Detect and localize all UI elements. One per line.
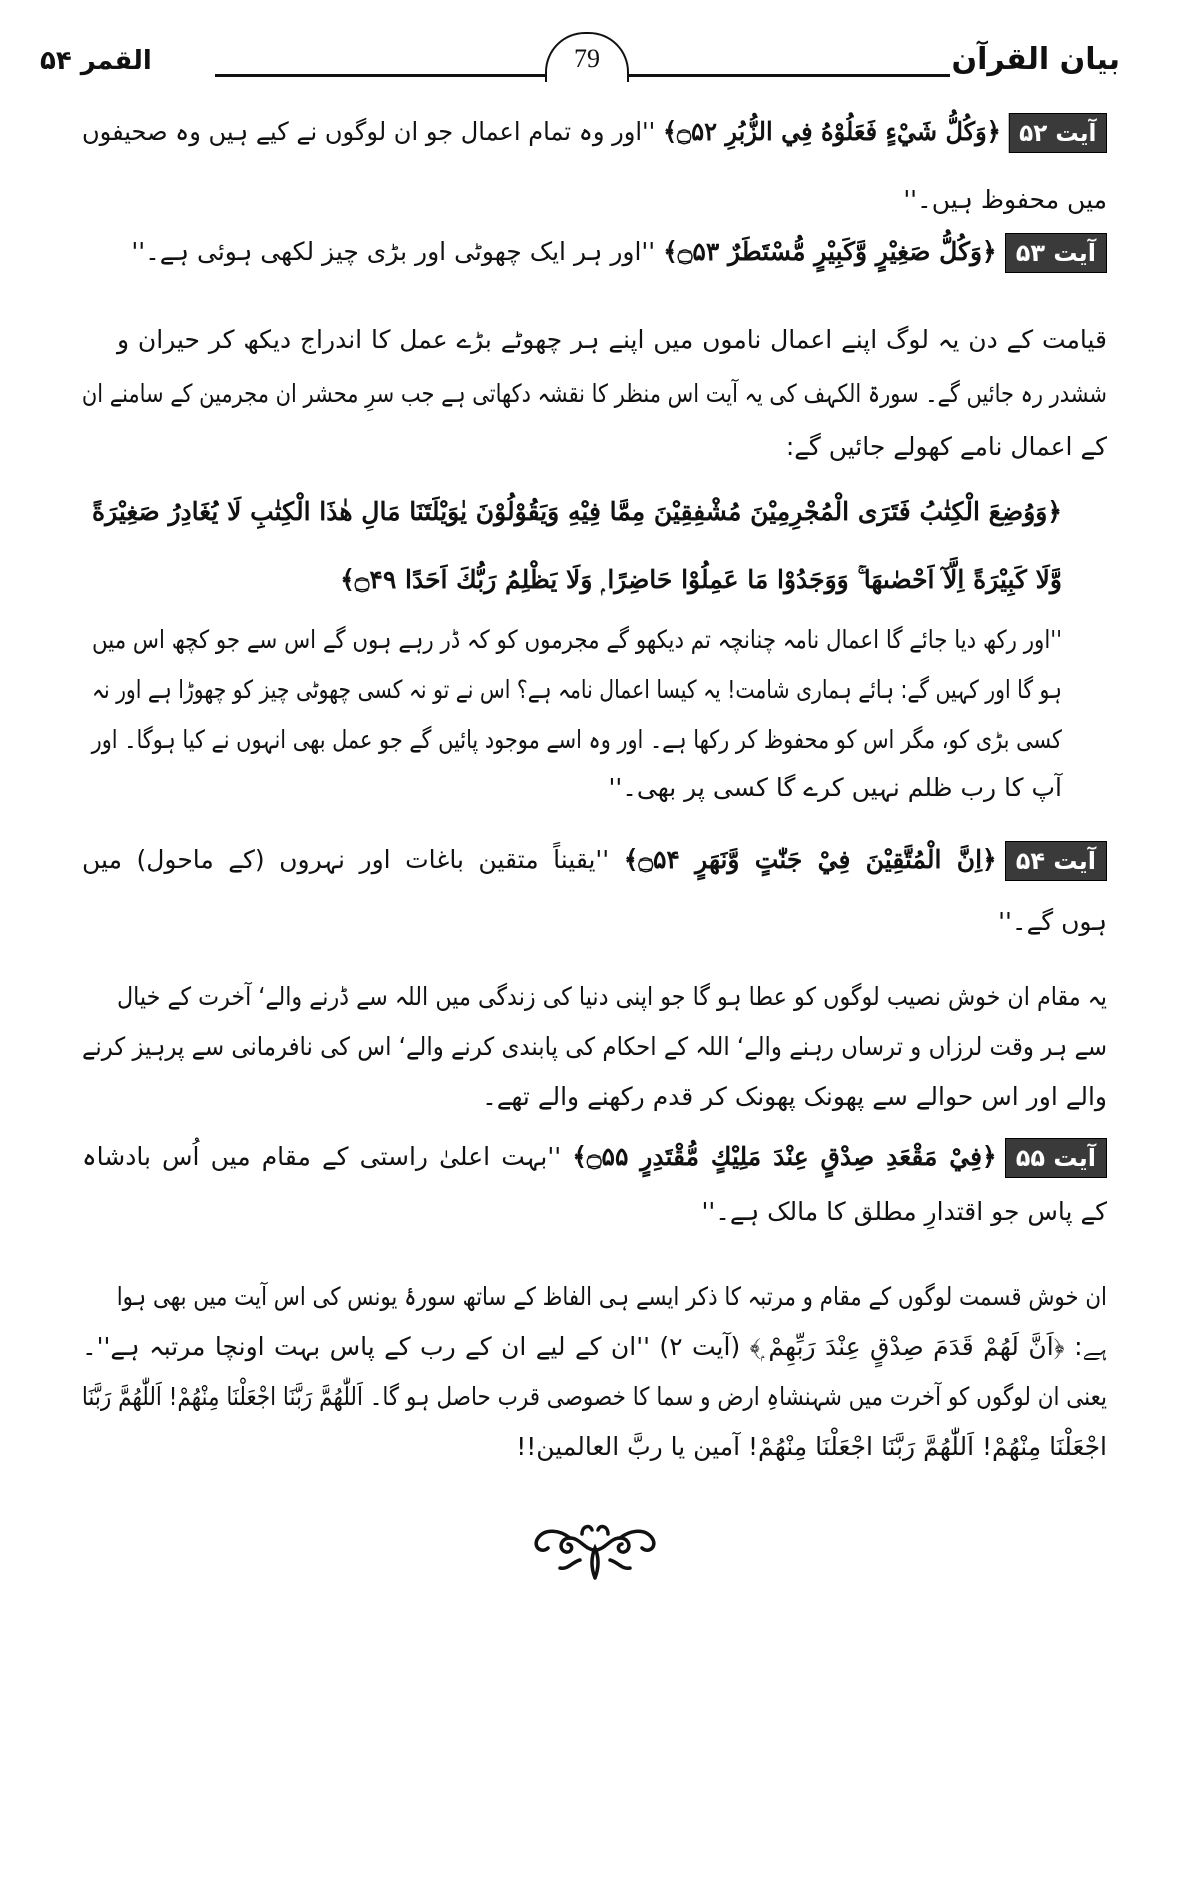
ayah-arabic: ﴿فِيْ مَقْعَدِ صِدْقٍ عِنْدَ مَلِيْكٍ مُّقْتَدِرٍ ۝۵۵﴾ (572, 1142, 997, 1171)
quote-arabic-line: وَّلَا كَبِيْرَةً اِلَّآ اَحْصٰىهَا ۚ وَوَجَدُوْا مَا عَمِلُوْا حَاضِرًا ۭ وَلَا يَظْلِمُ رَبُّكَ اَحَدًا ۝۴۹﴾ (340, 565, 1062, 594)
ayah-translation: ''اور وہ تمام اعمال جو ان لوگوں نے کیے ہیں وہ صحیفوں (82, 117, 656, 146)
ayah-arabic: ﴿اِنَّ الْمُتَّقِيْنَ فِيْ جَنّٰتٍ وَّنَهَرٍ ۝۵۴﴾ (623, 845, 997, 874)
para3-line: ان خوش قسمت لوگوں کے مقام و مرتبہ کا ذکر ایسے ہی الفاظ کے ساتھ سورۂ یونس کی اس آیت میں بھی ہوا (116, 1282, 1107, 1311)
ayah-54-translation-cont: ہوں گے۔'' (998, 907, 1107, 936)
para1-line: کے اعمال نامے کھولے جائیں گے: (785, 432, 1107, 461)
ayah-52-line (82, 110, 1107, 154)
quote-translation-line: آپ کا رب ظلم نہیں کرے گا کسی پر بھی۔'' (608, 773, 1062, 802)
ayah-badge: آیت ۵۲ (1009, 113, 1107, 153)
quote-translation-line: ہو گا اور کہیں گے: ہائے ہماری شامت! یہ کیسا اعمال نامہ ہے؟ اس نے تو نہ کسی چھوٹی چیز کو چھوڑا ہے اور نہ (92, 675, 1062, 704)
quote-translation-line: ''اور رکھ دیا جائے گا اعمال نامہ چنانچہ تم دیکھو گے مجرموں کو کہ ڈر رہے ہوں گے اس سے جو کچھ اس میں (92, 625, 1062, 654)
ayah-55-translation-cont: کے پاس جو اقتدارِ مطلق کا مالک ہے۔'' (701, 1197, 1107, 1226)
running-header (40, 38, 1120, 88)
para1-line: ششدر رہ جائیں گے۔ سورۃ الکہف کی یہ آیت اس منظر کا نقشہ دکھاتی ہے جب سرِ محشر ان مجرمین کے سامنے ان (81, 379, 1108, 408)
ayah-badge: آیت ۵۴ (1005, 841, 1107, 881)
ayah-translation: ''یقیناً متقین باغات اور نہروں (کے ماحول) میں (82, 845, 610, 874)
quote-arabic-line: ﴿وَوُضِعَ الْكِتٰبُ فَتَرَى الْمُجْرِمِيْنَ مُشْفِقِيْنَ مِمَّا فِيْهِ وَيَقُوْلُوْنَ يٰوَيْلَتَنَا مَالِ هٰذَا الْكِتٰبِ لَا يُغَادِرُ صَغِيْرَةً (92, 497, 1062, 526)
ayah-badge: آیت ۵۵ (1005, 1138, 1107, 1178)
ayah-badge: آیت ۵۳ (1005, 233, 1107, 273)
para1-line: قیامت کے دن یہ لوگ اپنے اعمال ناموں میں اپنے ہر چھوٹے بڑے عمل کا اندراج دیکھ کر حیران و (117, 325, 1107, 354)
ayah-arabic: ﴿وَكُلُّ شَيْءٍ فَعَلُوْهُ فِي الزُّبُرِ ۝۵۲﴾ (662, 117, 1001, 146)
ayah-54-line (82, 838, 1107, 882)
para3-line: ہے: ﴿اَنَّ لَهُمْ قَدَمَ صِدْقٍ عِنْدَ رَبِّهِمْ ۭ﴾ (آیت ۲) ''ان کے لیے ان کے رب کے پاس بہت اونچا مرتبہ ہے''۔ (82, 1332, 1108, 1361)
ayah-translation: ''بہت اعلیٰ راستی کے مقام میں اُس بادشاہ (82, 1142, 562, 1171)
ayah-55-line (82, 1135, 1107, 1179)
para2-line: والے اور اس حوالے سے پھونک پھونک کر قدم رکھنے والے تھے۔ (482, 1082, 1107, 1111)
quote-translation-line: کسی بڑی کو، مگر اس کو محفوظ کر رکھا ہے۔ اور وہ اسے موجود پائیں گے جو عمل بھی انہوں نے کیا ہوگا۔ اور (91, 725, 1062, 754)
ornament-icon (530, 1520, 660, 1580)
ayah-arabic: ﴿وَكُلُّ صَغِيْرٍ وَّكَبِيْرٍ مُّسْتَطَرٌ ۝۵۳﴾ (663, 237, 997, 266)
surah-name: القمر ۵۴ (40, 46, 152, 76)
page-number: 79 (545, 32, 629, 82)
book-title: بیان القرآن (951, 42, 1120, 77)
ayah-52-translation-cont: میں محفوظ ہیں۔'' (903, 185, 1107, 214)
ayah-53-line (82, 230, 1107, 274)
para3-line: یعنی ان لوگوں کو آخرت میں شہنشاہِ ارض و سما کا خصوصی قرب حاصل ہو گا۔ اَللّٰهُمَّ رَبَّنَا اجْعَلْنَا مِنْهُمْ! اَللّٰهُمَّ رَبَّنَا (81, 1382, 1108, 1411)
para3-line: اجْعَلْنَا مِنْهُمْ! اَللّٰهُمَّ رَبَّنَا اجْعَلْنَا مِنْهُمْ! آمین یا ربَّ العالمین!! (516, 1432, 1107, 1461)
para2-line: یہ مقام ان خوش نصیب لوگوں کو عطا ہو گا جو اپنی دنیا کی زندگی میں اللہ سے ڈرنے والے‘ آخرت کے خیال (117, 982, 1107, 1011)
ayah-translation: ''اور ہر ایک چھوٹی اور بڑی چیز لکھی ہوئی ہے۔'' (131, 237, 656, 266)
para2-line: سے ہر وقت لرزاں و ترساں رہنے والے‘ اللہ کے احکام کی پابندی کرنے والے‘ اس کی نافرمانی سے پرہیز کرنے (82, 1032, 1107, 1061)
